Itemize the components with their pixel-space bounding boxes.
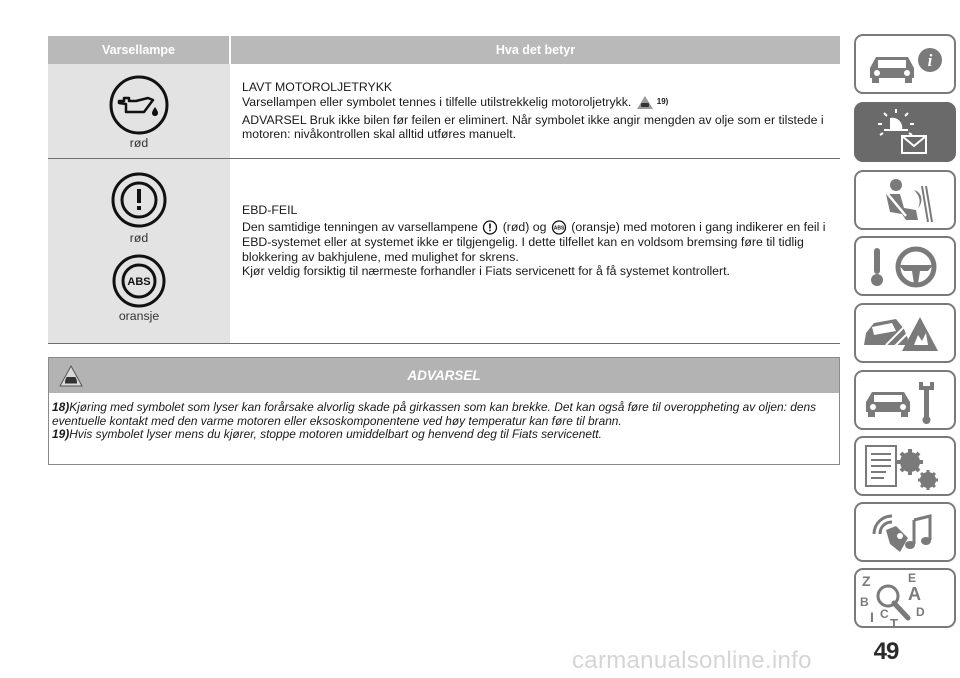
multimedia-icon [856,504,956,562]
svg-text:ABS: ABS [553,225,565,232]
row-warning-text: ADVARSEL Bruk ikke bilen før feilen er eliminert. Når symbolet ikke angir mengden av olje som er tilstede i motoren: nivåkontrollen skal alltid utføres manuelt. [242,112,824,141]
footnote: 18)Kjøring med symbolet som lyser kan forårsake alvorlig skade på girkassen som kan brekke. Det kan også føre til overoppheting av oljen: dens eventuelle kontakt med den varme motoren eller eksoskomponentene ved høy temperatur kan føre til brann. [52,400,817,428]
tab-technical-data[interactable] [854,436,956,496]
symbol-color-label: rød [129,230,149,245]
tab-multimedia[interactable] [854,502,956,562]
svg-text:i: i [927,51,933,70]
symbol-color-label: oransje [118,308,160,323]
warning-box-title: ADVARSEL [407,368,481,383]
tab-starting-driving[interactable] [854,236,956,296]
tab-alphabetical-index[interactable] [854,568,956,628]
svg-text:B: B [860,595,869,609]
symbol-cell [48,64,230,158]
seat-safety-icon [856,172,956,230]
table-header-row [48,36,840,64]
svg-text:Z: Z [862,573,871,589]
key-steering-wheel-icon [856,238,956,296]
svg-text:ABS: ABS [127,275,151,288]
svg-text:C: C [880,607,889,621]
brake-warning-icon [109,171,169,229]
svg-text:A: A [908,584,921,604]
row-title: LAVT MOTOROLJETRYKK Varsellampen eller symbolet tennes i tilfelle utilstrekkelig motoroljetrykk. $^{19)}$ [242,80,669,109]
row-description: Den samtidige tenningen av varsellampene (rød) og ABS (oransje) med motoren i gang indikerer en feil i EBD-systemet eller at systemet ikke er tilgjengelig. I dette tilfellet kan en voldsom bremsing føre til tidlig blokkering av bakhjulene, med mulighet for skrens. Kjør veldig forsiktig til nærmeste forhandler i Fiats servicenett for å få systemet kontrollert. [242,220,826,278]
tab-emergency[interactable] [854,303,956,363]
brake-warning-icon [482,220,498,235]
tab-safety[interactable] [854,170,956,230]
warning-box-body [49,393,839,442]
warning-light-mail-icon [856,104,956,162]
car-emergency-icon [856,305,956,363]
symbol-color-label: rød [129,136,149,150]
warning-box [48,357,840,465]
meaning-cell [230,158,840,343]
abs-icon [110,253,168,309]
footnote: 19)Hvis symbolet lyser mens du kjører, stoppe motoren umiddelbart og henvend deg til Fiats servicenett. [52,427,602,442]
page-number: 49 [873,638,899,665]
svg-text:T: T [890,616,898,628]
table-row [48,64,840,158]
symbol-cell [48,158,230,343]
tab-warning-lights[interactable] [854,102,956,162]
header-meaning: Hva det betyr [230,36,840,64]
watermark: carmanualsonline.info [572,647,812,674]
table-row [48,158,840,343]
svg-text:E: E [908,571,917,585]
row-title: EBD-FEIL [242,202,298,217]
oil-pressure-icon [107,74,171,136]
alphabetical-index-icon [856,570,956,628]
warning-box-header [49,358,839,393]
header-warning-light: Varsellampe [102,43,175,57]
svg-text:I: I [870,609,874,625]
svg-text:D: D [916,605,925,619]
car-warning-icon [636,95,654,110]
car-maintenance-icon [856,372,956,430]
tab-car-info[interactable] [854,34,956,94]
car-info-icon [856,36,956,94]
tab-maintenance[interactable] [854,370,956,430]
warning-light-table [48,36,840,344]
meaning-cell [230,64,840,158]
footnote-ref: 19) [656,96,669,106]
technical-data-gears-icon [856,438,956,496]
abs-icon [551,220,567,235]
